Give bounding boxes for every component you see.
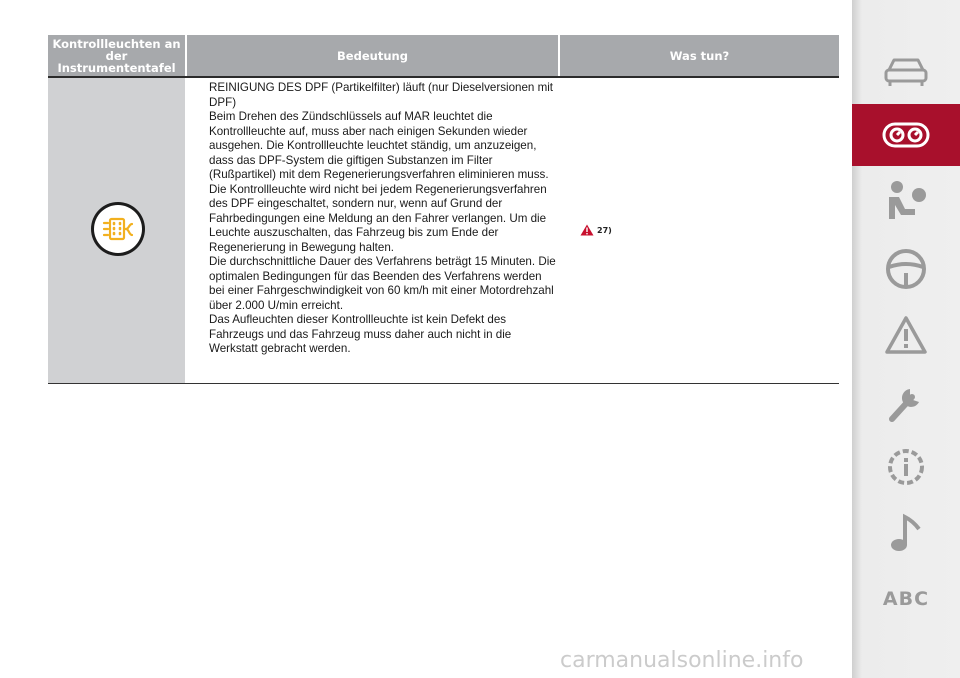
sidebar-item-technical-data[interactable] (852, 436, 960, 498)
warning-triangle-icon (884, 315, 928, 355)
airbag-seat-icon (883, 179, 929, 223)
watermark: carmanualsonline.info (560, 648, 804, 673)
table-bottom-divider (48, 383, 839, 384)
desc-paragraph: Die Kontrollleuchte wird nicht bei jedem Regenerierungsverfahren des DPF eingeschaltet, sondern nur, wenn auf Grund der Fahrbedingungen eine Meldung an den Fahrer verlangen. Um die Leuchte auszuschalten, das Fahrzeug bis zum Ende der Regenerierung in Bewegung halten. (209, 182, 547, 254)
info-gear-icon (884, 445, 928, 489)
dashboard-icon (881, 121, 931, 149)
warning-reference[interactable]: 27) (597, 225, 612, 235)
header-meaning: Bedeutung (187, 35, 558, 76)
sidebar-item-index[interactable] (852, 568, 960, 630)
wrench-icon (884, 379, 928, 423)
desc-paragraph: Das Aufleuchten dieser Kontrollleuchte ist kein Defekt des Fahrzeugs und das Fahrzeug muss daher auch nicht in die Werkstatt gebracht werden. (209, 313, 512, 355)
header-lamps: Kontrollleuchten an der Instrumententafel (48, 35, 185, 76)
warning-triangle-icon (580, 224, 594, 236)
dpf-warning-lamp-icon (90, 201, 146, 257)
desc-paragraph: Beim Drehen des Zündschlüssels auf MAR leuchtet die Kontrollleuchte auf, muss aber nach einigen Sekunden wieder ausgehen. Die Kontrollleuchte leuchtet ständig, um anzuzeigen, dass das DPF-System die giftigen Substanzen im Filter (Rußpartikel) mit dem Regenerierungsverfahren eliminieren muss. (209, 110, 549, 181)
sidebar-item-emergency[interactable] (852, 304, 960, 366)
sidebar-item-car[interactable] (852, 40, 960, 102)
action-cell[interactable] (580, 224, 612, 236)
sidebar-item-maintenance[interactable] (852, 370, 960, 432)
desc-paragraph: Die durchschnittliche Dauer des Verfahrens beträgt 15 Minuten. Die optimalen Bedingungen für das Beenden des Verfahrens werden bei einer Fahrgeschwindigkeit von 60 km/h mit einer Motordrehzahl über 2.000 U/min erreicht. (209, 255, 556, 312)
sidebar-item-safety[interactable] (852, 170, 960, 232)
abc-icon: ABC (882, 588, 930, 610)
sidebar-item-multimedia[interactable] (852, 502, 960, 564)
sidebar-item-driving[interactable] (852, 238, 960, 300)
car-icon (883, 54, 929, 88)
steering-wheel-icon (884, 247, 928, 291)
lamp-cell (48, 78, 185, 383)
description-cell (209, 81, 559, 357)
chapter-sidebar (852, 0, 960, 678)
music-note-icon (886, 511, 926, 555)
sidebar-item-dashboard[interactable] (852, 104, 960, 166)
desc-title: REINIGUNG DES DPF (Partikelfilter) läuft (nur Dieselversionen mit DPF) (209, 81, 554, 109)
header-action: Was tun? (560, 35, 839, 76)
page-number: 53 (822, 650, 844, 668)
